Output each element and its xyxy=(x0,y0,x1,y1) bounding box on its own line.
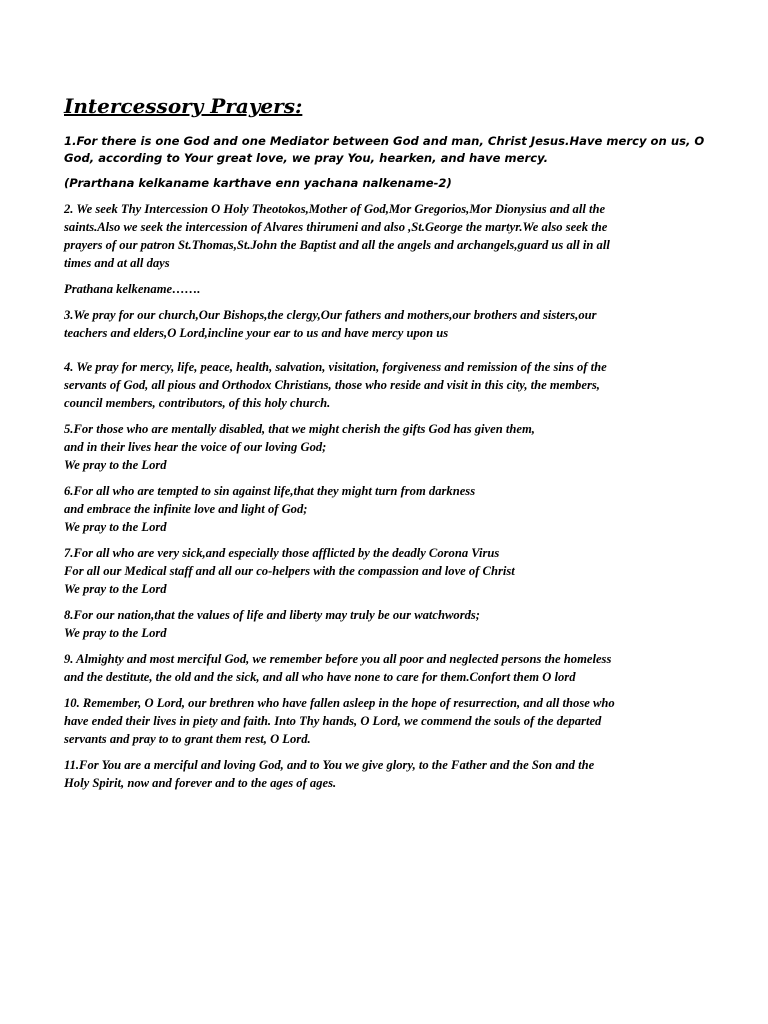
text-line: (Prarthana kelkaname karthave enn yachana nalkename-2) xyxy=(64,176,452,190)
prayer-paragraph-5 xyxy=(64,420,684,474)
prayer-paragraph-11 xyxy=(64,756,684,792)
text-line: For all our Medical staff and all our co-helpers with the compassion and love of Christ xyxy=(64,564,515,578)
text-line: 9. Almighty and most merciful God, we remember before you all poor and neglected persons the homeless xyxy=(64,652,612,666)
text-line: God, according to Your great love, we pray You, hearken, and have mercy. xyxy=(64,151,548,165)
prayer-paragraph-10 xyxy=(64,694,684,748)
document-page xyxy=(64,94,705,800)
text-line: servants and pray to to grant them rest, O Lord. xyxy=(64,732,311,746)
text-line: 11.For You are a merciful and loving God, and to You we give glory, to the Father and the Son and the xyxy=(64,758,595,772)
text-line: 3.We pray for our church,Our Bishops,the clergy,Our fathers and mothers,our brothers and sisters,our xyxy=(64,308,597,322)
text-line: Prathana kelkename……. xyxy=(64,282,201,296)
text-line: We pray to the Lord xyxy=(64,520,167,534)
text-line: 2. We seek Thy Intercession O Holy Theotokos,Mother of God,Mor Gregorios,Mor Dionysius and all the xyxy=(64,202,606,216)
prayer-response xyxy=(64,280,684,298)
prayer-paragraph-2 xyxy=(64,200,684,272)
document-title: Intercessory Prayers: xyxy=(64,94,303,118)
text-line: 8.For our nation,that the values of life and liberty may truly be our watchwords; xyxy=(64,608,480,622)
prayer-response-malayalam xyxy=(64,175,684,192)
text-line: 4. We pray for mercy, life, peace, health, salvation, visitation, forgiveness and remission of the sins of the xyxy=(64,360,607,374)
prayer-paragraph-1 xyxy=(64,133,705,167)
text-line: We pray to the Lord xyxy=(64,582,167,596)
text-line: and embrace the infinite love and light of God; xyxy=(64,502,308,516)
text-line: 7.For all who are very sick,and especially those afflicted by the deadly Corona Virus xyxy=(64,546,500,560)
text-line: and in their lives hear the voice of our loving God; xyxy=(64,440,327,454)
text-line: We pray to the Lord xyxy=(64,626,167,640)
text-line: Holy Spirit, now and forever and to the ages of ages. xyxy=(64,776,337,790)
text-line: and the destitute, the old and the sick, and all who have none to care for them.Confort them O lord xyxy=(64,670,576,684)
text-line: have ended their lives in piety and faith. Into Thy hands, O Lord, we commend the souls of the departed xyxy=(64,714,602,728)
text-line: 10. Remember, O Lord, our brethren who have fallen asleep in the hope of resurrection, and all those who xyxy=(64,696,615,710)
text-line: times and at all days xyxy=(64,256,170,270)
prayer-paragraph-4 xyxy=(64,358,684,412)
text-line: prayers of our patron St.Thomas,St.John the Baptist and all the angels and archangels,guard us all in all xyxy=(64,238,610,252)
prayer-paragraph-7 xyxy=(64,544,684,598)
text-line: saints.Also we seek the intercession of Alvares thirumeni and also ,St.George the martyr.We also seek the xyxy=(64,220,608,234)
text-line: 6.For all who are tempted to sin against life,that they might turn from darkness xyxy=(64,484,476,498)
prayer-paragraph-8 xyxy=(64,606,684,642)
text-line: 5.For those who are mentally disabled, that we might cherish the gifts God has given them, xyxy=(64,422,535,436)
prayer-paragraph-6 xyxy=(64,482,684,536)
text-line: We pray to the Lord xyxy=(64,458,167,472)
text-line: council members, contributors, of this holy church. xyxy=(64,396,331,410)
prayer-paragraph-9 xyxy=(64,650,684,686)
text-line: teachers and elders,O Lord,incline your ear to us and have mercy upon us xyxy=(64,326,449,340)
prayer-paragraph-3 xyxy=(64,306,684,342)
text-line: servants of God, all pious and Orthodox Christians, those who reside and visit in this city, the members, xyxy=(64,378,600,392)
text-line: 1.For there is one God and one Mediator between God and man, Christ Jesus.Have mercy on us, O xyxy=(64,134,705,148)
